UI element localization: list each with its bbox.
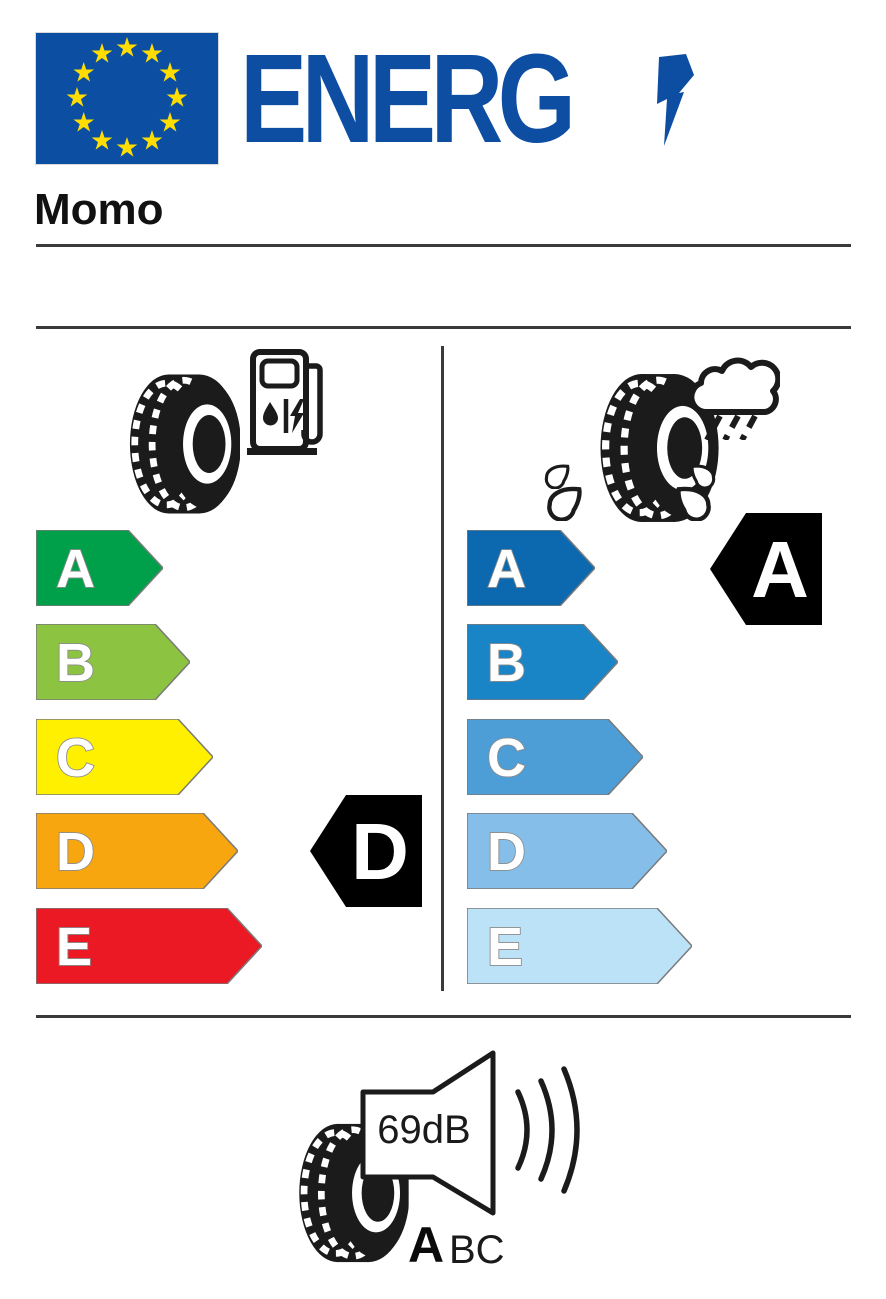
wet-rating-indicator bbox=[710, 513, 822, 625]
wet-class-a-label: A bbox=[487, 539, 526, 599]
wet-class-e-arrow bbox=[467, 908, 692, 984]
fuel-class-b-arrow bbox=[36, 624, 190, 700]
wet-class-b-arrow bbox=[467, 624, 618, 700]
fuel-class-c-label: C bbox=[56, 728, 95, 788]
wet-rating-letter: A bbox=[751, 525, 809, 614]
fuel-class-a-label: A bbox=[56, 539, 95, 599]
rain-cloud-icon bbox=[684, 348, 780, 440]
fuel-class-b-label: B bbox=[56, 633, 95, 693]
wet-class-d-arrow bbox=[467, 813, 667, 889]
wet-class-e-label: E bbox=[487, 917, 524, 977]
wet-class-c-arrow bbox=[467, 719, 643, 795]
fuel-tire-icon bbox=[128, 370, 240, 518]
eu-star-icon: ★ bbox=[64, 82, 90, 113]
wet-class-a-arrow bbox=[467, 530, 595, 606]
wet-class-c-label: C bbox=[487, 728, 526, 788]
splash-drop-icon bbox=[546, 466, 568, 488]
eu-star-icon: ★ bbox=[89, 125, 115, 156]
fuel-class-c-arrow bbox=[36, 719, 213, 795]
eu-flag-icon bbox=[36, 33, 218, 164]
noise-value: 69dB bbox=[377, 1108, 471, 1152]
brand-name: Momo bbox=[34, 185, 164, 234]
fuel-rating-letter: D bbox=[351, 807, 409, 896]
divider-line-bottom bbox=[36, 1015, 851, 1018]
splash-drop-icon bbox=[549, 489, 579, 520]
fuel-class-e-label: E bbox=[56, 917, 93, 977]
eu-star-icon: ★ bbox=[114, 132, 140, 163]
eu-star-icon: ★ bbox=[164, 82, 190, 113]
lightning-bolt-icon bbox=[656, 54, 696, 146]
column-divider-line bbox=[441, 346, 444, 991]
wet-class-b-label: B bbox=[487, 633, 526, 693]
noise-remaining-classes: BC bbox=[449, 1228, 505, 1272]
fuel-rating-indicator bbox=[310, 795, 422, 907]
eu-star-icon: ★ bbox=[114, 32, 140, 63]
fuel-class-d-arrow bbox=[36, 813, 238, 889]
fuel-class-e-arrow bbox=[36, 908, 262, 984]
fuel-class-a-arrow bbox=[36, 530, 163, 606]
eu-star-icon: ★ bbox=[157, 57, 183, 88]
divider-line-middle bbox=[36, 326, 851, 329]
eu-star-icon: ★ bbox=[89, 38, 115, 69]
eu-star-icon: ★ bbox=[139, 38, 165, 69]
divider-line-top bbox=[36, 244, 851, 247]
eu-star-icon: ★ bbox=[71, 57, 96, 88]
eu-star-icon: ★ bbox=[157, 107, 183, 138]
noise-rating-letter: A bbox=[408, 1217, 445, 1273]
wet-class-d-label: D bbox=[487, 822, 526, 882]
eu-star-icon: ★ bbox=[139, 125, 165, 156]
fuel-pump-icon bbox=[246, 348, 326, 458]
energ-logo-text: ENERG bbox=[240, 28, 571, 169]
sound-waves-icon bbox=[518, 1069, 577, 1191]
fuel-class-d-label: D bbox=[56, 822, 95, 882]
eu-star-icon: ★ bbox=[71, 107, 96, 138]
